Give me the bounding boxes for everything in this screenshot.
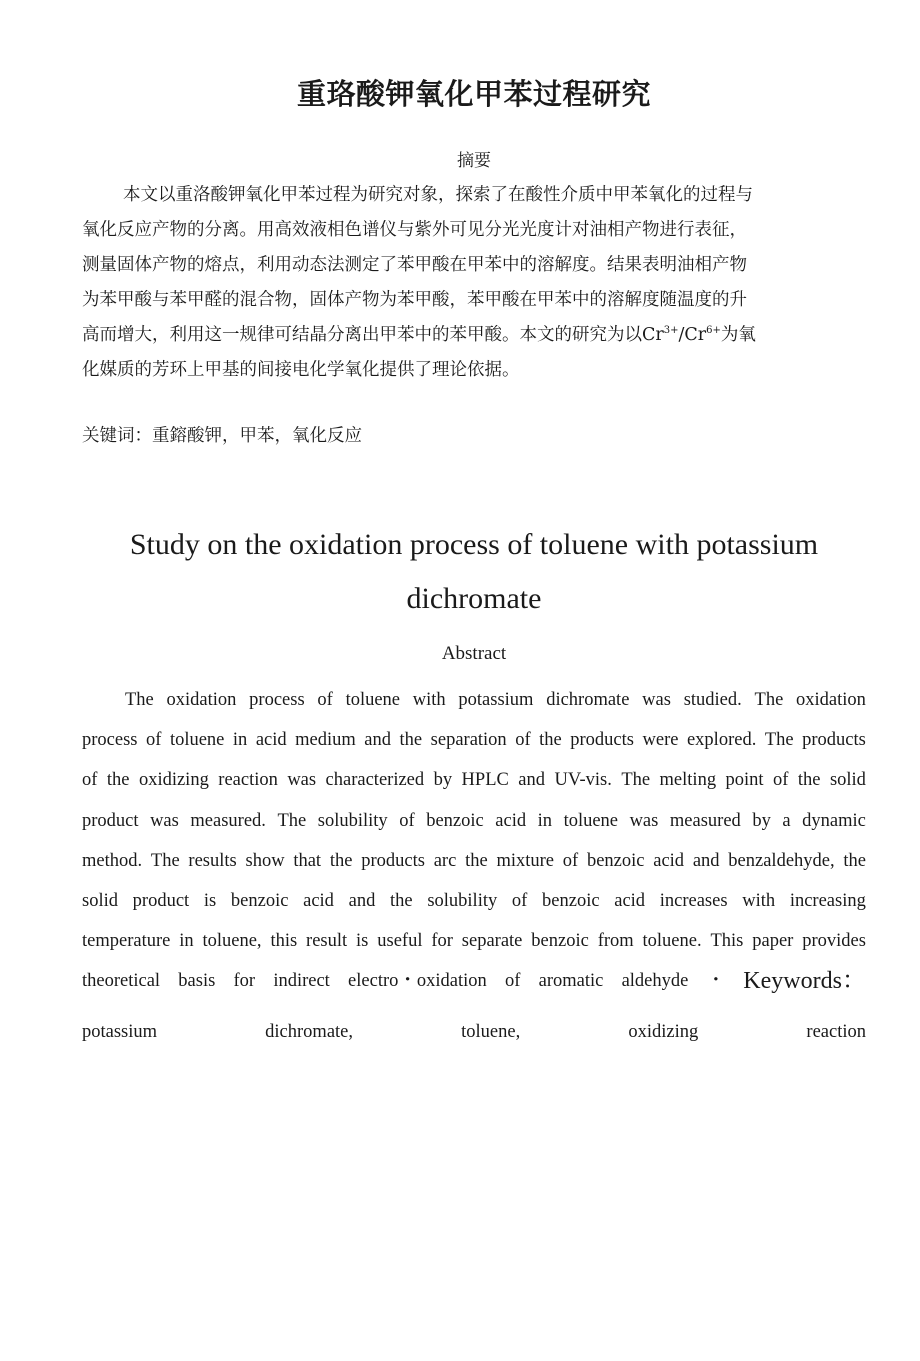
chinese-abstract-line: 本文以重洛酸钾氧化甲苯过程为研究对象，探索了在酸性介质中甲苯氧化的过程与 — [123, 185, 753, 205]
word: the — [465, 850, 488, 871]
word: point — [725, 770, 764, 791]
english-abstract-line — [82, 760, 866, 800]
word: oxidizing — [138, 770, 209, 791]
english-title — [0, 518, 920, 626]
keyword-term: potassium — [82, 1021, 158, 1042]
english-abstract-heading: Abstract — [441, 643, 507, 664]
english-abstract-line — [82, 841, 866, 881]
word: benzaldehyde, — [728, 850, 835, 871]
keyword-term: reaction — [806, 1021, 866, 1042]
word: benzoic — [542, 891, 600, 912]
chinese-abstract-line-text: 高而增大，利用这一规律可结晶分离出甲苯中的苯甲酸。本文的研究为以Cr — [82, 325, 664, 345]
word: melting — [659, 770, 717, 791]
word: process — [82, 730, 138, 751]
word: potassium — [458, 690, 534, 710]
word: result — [306, 931, 348, 952]
word: oxidation — [796, 690, 866, 710]
chinese-abstract-line — [82, 318, 842, 353]
word: The — [125, 690, 154, 710]
chinese-abstract-line: 氧化反应产物的分离。用高效液相色谱仪与紫外可见分光光度计对油相产物进行表征， — [82, 220, 747, 240]
word: oxidation — [166, 690, 237, 710]
keyword-term: toluene, — [461, 1021, 521, 1042]
word: increases — [659, 891, 728, 912]
word: theoretical — [82, 971, 161, 992]
word: acid — [653, 850, 685, 871]
word: for — [233, 971, 256, 992]
word: was — [642, 690, 671, 710]
word: the — [106, 770, 130, 791]
english-abstract-line — [82, 801, 866, 841]
word: products — [570, 730, 634, 751]
english-abstract-line — [82, 881, 866, 921]
word: results — [188, 850, 237, 871]
word: acid — [303, 891, 334, 912]
word: solubility — [317, 810, 388, 831]
word: and — [348, 891, 376, 912]
word: products — [361, 850, 425, 871]
chinese-abstract-body — [82, 178, 842, 388]
word: UV-vis. — [554, 770, 612, 791]
word: mixture — [496, 850, 554, 871]
word: dichromate — [546, 690, 630, 710]
word: toluene — [345, 690, 401, 710]
word: the — [539, 730, 562, 751]
chinese-abstract-line: 测量固体产物的熔点，利用动态法测定了苯甲酸在甲苯中的溶解度。结果表明油相产物 — [82, 255, 747, 275]
word: from — [597, 931, 634, 952]
word: of — [504, 971, 521, 992]
word: product — [82, 810, 139, 831]
keywords-label: Keywords： — [743, 968, 866, 995]
word: and — [364, 730, 392, 751]
word: with — [742, 891, 776, 912]
word: of — [515, 730, 531, 751]
word: temperature — [82, 931, 171, 952]
word: benzoic — [426, 810, 484, 831]
word: dynamic — [802, 810, 866, 831]
word: in — [537, 810, 553, 831]
word: with — [412, 690, 446, 710]
word: was — [287, 770, 317, 791]
word: toluene. — [642, 931, 702, 952]
word: solubility — [427, 891, 498, 912]
word: of — [146, 730, 162, 751]
word: by — [752, 810, 771, 831]
word: this — [270, 931, 298, 952]
word: separation — [430, 730, 507, 751]
word: The — [277, 810, 307, 831]
word: and — [692, 850, 720, 871]
word: products — [802, 730, 866, 751]
english-abstract-line — [82, 680, 866, 720]
word: acid — [495, 810, 527, 831]
word: ・ — [706, 971, 726, 992]
word: the — [390, 891, 413, 912]
word: is — [356, 931, 369, 952]
word: increasing — [789, 891, 866, 912]
word: basis — [178, 971, 216, 992]
word: the — [843, 850, 866, 871]
word: electro・oxidation — [348, 971, 487, 992]
chinese-title: 重珞酸钾氧化甲苯过程研究 — [296, 77, 651, 111]
word: were — [642, 730, 679, 751]
word: the — [399, 730, 423, 751]
word: acid — [614, 891, 646, 912]
cr3-superscript: 3+ — [663, 325, 679, 336]
word: product — [132, 891, 190, 912]
word: of — [773, 770, 789, 791]
word: of — [399, 810, 415, 831]
word: method. — [82, 850, 143, 871]
word: characterized — [325, 770, 425, 791]
word: of — [511, 891, 528, 912]
word: solid — [829, 770, 866, 791]
word: the — [329, 850, 353, 871]
word: of — [82, 770, 98, 791]
word: provides — [802, 931, 866, 952]
word: was — [629, 810, 659, 831]
word: in — [232, 730, 248, 751]
english-title-line: dichromate — [406, 582, 542, 615]
word: separate — [461, 931, 523, 952]
chinese-keywords: 关键词：重鎔酸钾，甲苯，氧化反应 — [82, 426, 362, 446]
word: measured. — [190, 810, 266, 831]
chinese-abstract-line: 化媒质的芳环上甲基的间接电化学氧化提供了理论依据。 — [82, 360, 520, 380]
word: show — [245, 850, 285, 871]
word: indirect — [273, 971, 330, 992]
word: medium — [295, 730, 356, 751]
word: aromatic — [538, 971, 604, 992]
chinese-abstract-heading: 摘要 — [457, 151, 491, 171]
word: toluene, — [202, 931, 262, 952]
word: benzoic — [531, 931, 589, 952]
word: toluene — [563, 810, 619, 831]
word: The — [764, 730, 794, 751]
word: toluene — [169, 730, 225, 751]
word: was — [150, 810, 179, 831]
word: HPLC — [461, 770, 509, 791]
english-title-line: Study on the oxidation process of toluene with potassium — [129, 528, 819, 561]
word: arc — [433, 850, 457, 871]
cr6-prefix: /Cr — [678, 325, 707, 345]
word: studied. — [683, 690, 742, 710]
word: acid — [255, 730, 287, 751]
keyword-term: dichromate, — [265, 1021, 354, 1042]
word: and — [518, 770, 546, 791]
word: aldehyde — [621, 971, 689, 992]
word: The — [150, 850, 180, 871]
word: a — [782, 810, 791, 831]
english-keywords-line — [82, 1012, 866, 1052]
word: measured — [669, 810, 741, 831]
cr6-superscript: 6+ — [706, 325, 721, 336]
word: paper — [752, 931, 794, 952]
english-abstract-line — [82, 961, 866, 1001]
word: process — [249, 690, 305, 710]
english-abstract-line — [82, 921, 866, 961]
word: in — [179, 931, 194, 952]
word: by — [433, 770, 453, 791]
word: the — [797, 770, 821, 791]
word: for — [431, 931, 453, 952]
word: benzoic — [586, 850, 645, 871]
chinese-abstract-line-end: 为氧 — [720, 325, 756, 345]
word: The — [621, 770, 651, 791]
word: solid — [82, 891, 118, 912]
keyword-term: oxidizing — [628, 1021, 699, 1042]
word: is — [203, 891, 217, 912]
english-abstract-line — [82, 720, 866, 760]
word: of — [317, 690, 333, 710]
english-abstract-body — [82, 680, 866, 1052]
word: useful — [377, 931, 423, 952]
word: of — [562, 850, 579, 871]
word: explored. — [686, 730, 757, 751]
word: that — [293, 850, 322, 871]
word: This — [710, 931, 744, 952]
word: The — [754, 690, 784, 710]
word: reaction — [218, 770, 278, 791]
word: benzoic — [230, 891, 289, 912]
chinese-abstract-line: 为苯甲酸与苯甲醛的混合物，固体产物为苯甲酸，苯甲酸在甲苯中的溶解度随温度的升 — [82, 290, 747, 310]
